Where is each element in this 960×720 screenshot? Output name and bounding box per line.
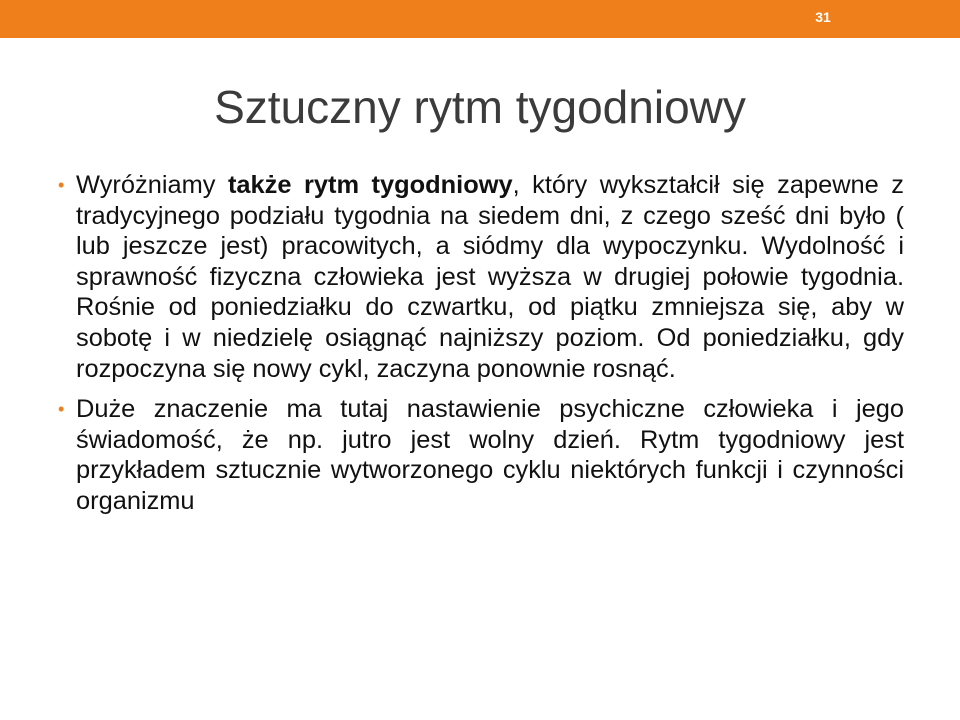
- bullet-item-weekly-rhythm: [58, 170, 904, 384]
- bullet-text-start: Wyróżniamy: [76, 171, 228, 199]
- page-number: 31: [815, 9, 831, 25]
- bullet-marker: •: [58, 175, 65, 195]
- bullet-item-psychological-attitude: [58, 394, 904, 516]
- top-accent-bar: [0, 0, 960, 38]
- slide-title: Sztuczny rytm tygodniowy: [214, 81, 746, 133]
- bullet-list: [58, 170, 904, 527]
- bullet-emphasis: także rytm tygodniowy: [227, 171, 513, 199]
- bullet-marker: •: [58, 399, 65, 420]
- bullet-text-rest: , który wykształcił się zapewne z tradycyjnego podziału tygodnia na siedem dni, z czego sześć dni było ( lub jeszcze jest) pracowitych, a siódmy dla wypoczynku. Wydolność i sprawność fizyczna człowieka jest wyższa w drugiej połowie tygodnia. Rośnie od poniedziałku do czwartku, od piątku zmniejsza się, aby w sobotę i w niedzielę osiągnąć najniższy poziom. Od poniedziałku, gdy rozpoczyna się nowy cykl, zaczyna ponownie rosnąć.: [76, 171, 904, 383]
- bullet-text: Duże znaczenie ma tutaj nastawienie psychiczne człowieka i jego świadomość, że np. jutro jest wolny dzień. Rytm tygodniowy jest przykładem sztucznie wytworzonego cyklu niektórych funkcji i czynności organizmu: [76, 395, 904, 515]
